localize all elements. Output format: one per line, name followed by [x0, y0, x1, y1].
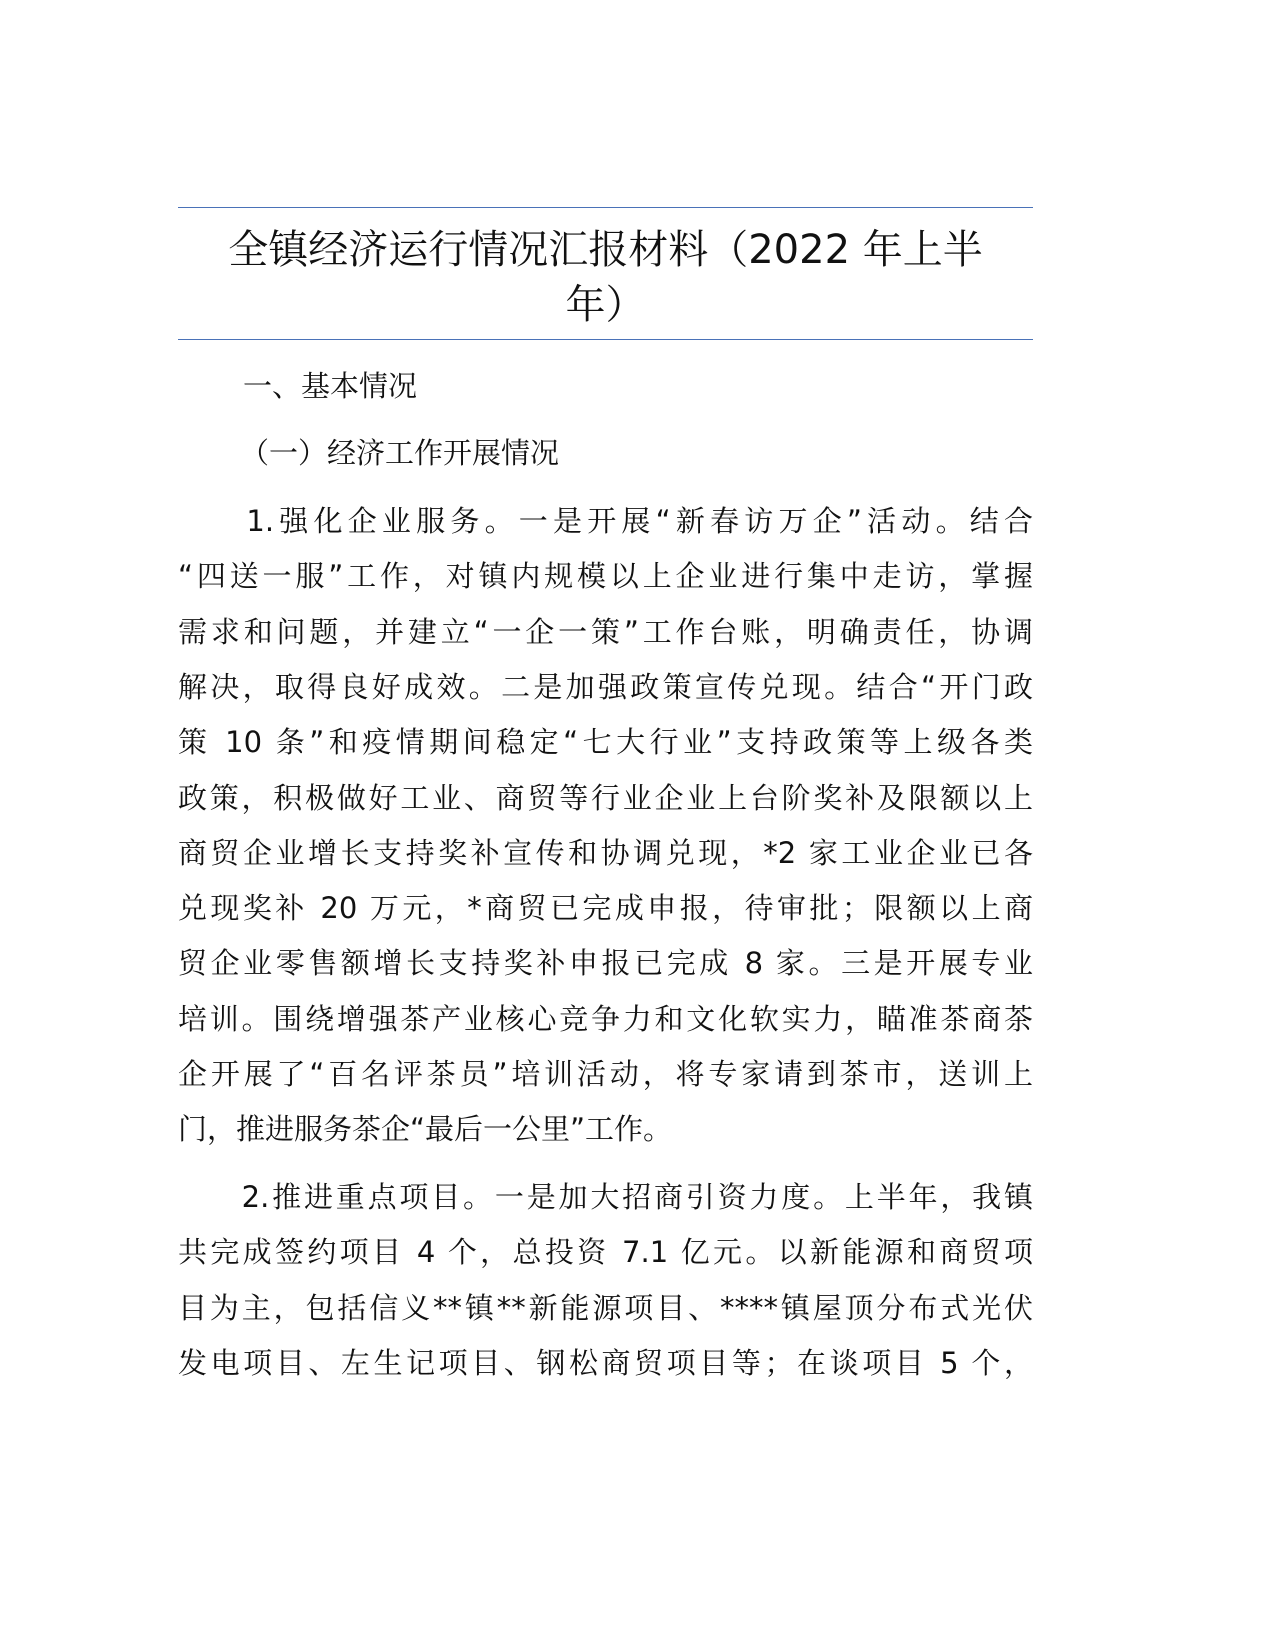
- document-title-line-1: 全镇经济运行情况汇报材料（2022 年上半: [228, 227, 983, 273]
- title-top-rule: [178, 207, 1033, 208]
- paragraph-line: 需求和问题，并建立“一企一策”工作台账，明确责任，协调: [178, 614, 1033, 649]
- paragraph-line: 兑现奖补 20 万元，*商贸已完成申报，待审批；限额以上商: [178, 891, 1033, 926]
- paragraph-line: 1.强化企业服务。一是开展“新春访万企”活动。结合: [178, 504, 1033, 538]
- paragraph-line: 发电项目、左生记项目、钢松商贸项目等；在谈项目 5 个，: [178, 1345, 1033, 1380]
- paragraph-line: 贸企业零售额增长支持奖补申报已完成 8 家。三是开展专业: [178, 946, 1033, 981]
- paragraph-line: 培训。围绕增强茶产业核心竞争力和文化软实力，瞄准茶商茶: [178, 1001, 1033, 1036]
- document-title-line-2: 年）: [565, 282, 646, 328]
- paragraph-line: “四送一服”工作，对镇内规模以上企业进行集中走访，掌握: [178, 559, 1033, 594]
- paragraph-line: 门，推进服务茶企“最后一公里”工作。: [178, 1112, 673, 1147]
- section-heading: 一、基本情况: [243, 369, 418, 403]
- title-bottom-rule: [178, 339, 1033, 340]
- paragraph-line: 企开展了“百名评茶员”培训活动，将专家请到茶市，送训上: [178, 1057, 1033, 1091]
- paragraph-line: 解决，取得良好成效。二是加强政策宣传兑现。结合“开门政: [178, 669, 1033, 704]
- paragraph-line: 2.推进重点项目。一是加大招商引资力度。上半年，我镇: [178, 1180, 1033, 1214]
- paragraph-line: 目为主，包括信义**镇**新能源项目、****镇屋顶分布式光伏: [178, 1290, 1033, 1325]
- paragraph-line: 策 10 条”和疫情期间稳定“七大行业”支持政策等上级各类: [178, 725, 1033, 760]
- paragraph-line: 政策，积极做好工业、商贸等行业企业上台阶奖补及限额以上: [178, 780, 1033, 815]
- paragraph-line: 共完成签约项目 4 个，总投资 7.1 亿元。以新能源和商贸项: [178, 1235, 1033, 1270]
- subsection-heading: （一）经济工作开展情况: [240, 436, 560, 470]
- paragraph-line: 商贸企业增长支持奖补宣传和协调兑现，*2 家工业企业已各: [178, 835, 1033, 870]
